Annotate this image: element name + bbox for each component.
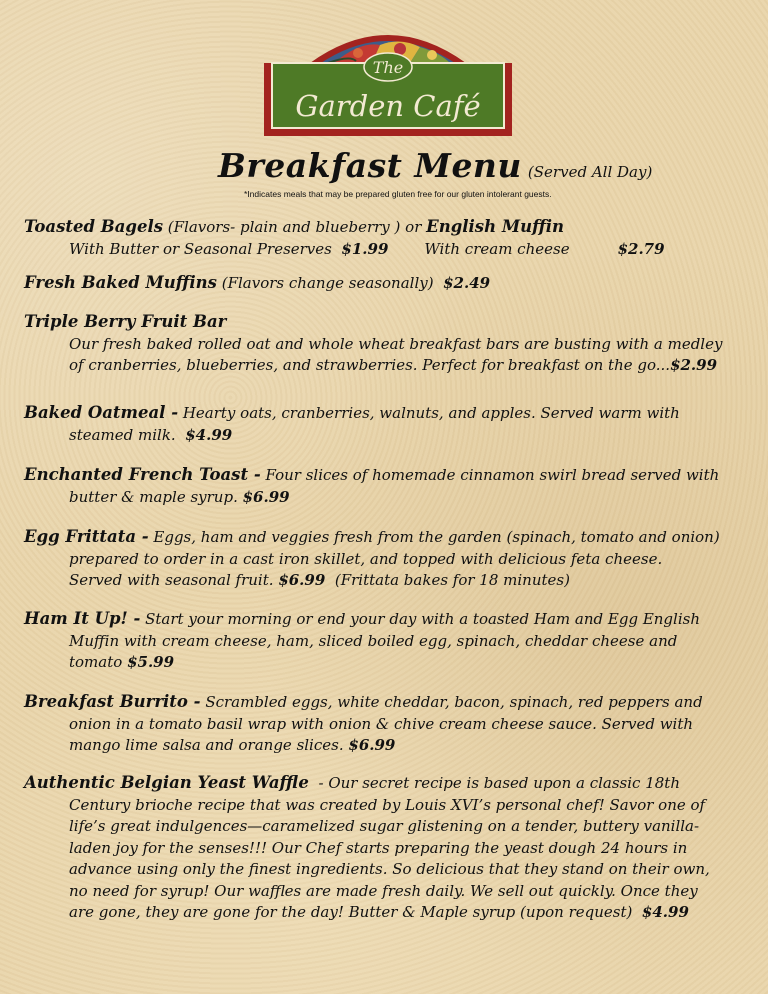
- item-desc: Start your morning or end your day with a toasted Ham and Egg English: [145, 610, 700, 628]
- item-desc: advance using only the finest ingredients. So delicious that they stand on their own,: [69, 860, 710, 878]
- item-alt-name: English Muffin: [426, 217, 565, 236]
- menu-item-burrito: [24, 691, 760, 757]
- item-name: Breakfast Burrito -: [24, 692, 201, 711]
- item-option: With Butter or Seasonal Preserves: [69, 239, 332, 258]
- item-name: Fresh Baked Muffins: [24, 273, 217, 292]
- item-price: $4.99: [185, 425, 233, 444]
- item-desc: laden joy for the senses!!! Our Chef starts preparing the yeast dough 24 hours in: [69, 838, 688, 857]
- menu-title: Breakfast Menu: [218, 146, 522, 185]
- garden-cafe-logo: [260, 15, 516, 138]
- item-price: $6.99: [348, 736, 396, 754]
- item-desc: Eggs, ham and veggies fresh from the garden (spinach, tomato and onion): [153, 528, 720, 546]
- item-desc: (Flavors change seasonally): [221, 274, 434, 292]
- item-desc: tomato: [69, 653, 123, 671]
- item-desc: Scrambled eggs, white cheddar, bacon, spinach, red peppers and: [205, 693, 703, 711]
- item-name: Toasted Bagels: [24, 217, 164, 236]
- item-name: Triple Berry Fruit Bar: [24, 312, 227, 331]
- item-name: Baked Oatmeal -: [24, 403, 179, 422]
- menu-item-waffle: [24, 772, 760, 924]
- item-price: $1.99: [341, 239, 389, 258]
- item-desc: life’s great indulgences—caramelized sugar glistening on a tender, buttery vanilla-: [69, 817, 700, 835]
- menu-item-bagels: [24, 216, 760, 260]
- item-flavors: (Flavors- plain and blueberry ) or: [167, 218, 422, 236]
- item-desc: prepared to order in a cast iron skillet, and topped with delicious feta cheese.: [69, 549, 663, 568]
- item-name: Ham It Up! -: [24, 609, 141, 628]
- item-price: $6.99: [278, 571, 326, 589]
- menu-item-frittata: [24, 526, 760, 592]
- menu-item-oatmeal: [24, 402, 760, 446]
- item-desc: of cranberries, blueberries, and strawberries. Perfect for breakfast on the go...: [69, 356, 671, 374]
- item-price: $5.99: [127, 653, 175, 671]
- item-desc: Hearty oats, cranberries, walnuts, and apples. Served warm with: [182, 404, 680, 422]
- item-desc: Our fresh baked rolled oat and whole wheat breakfast bars are busting with a medley: [69, 334, 723, 353]
- item-price: $4.99: [641, 903, 689, 921]
- item-option: With cream cheese: [424, 239, 570, 258]
- item-name: Egg Frittata -: [24, 527, 149, 546]
- item-desc: Four slices of homemade cinnamon swirl bread served with: [265, 466, 720, 484]
- item-desc: Century brioche recipe that was created by Louis XVI’s personal chef! Savor one of: [69, 795, 706, 814]
- logo-name-text: Garden Café: [295, 89, 481, 123]
- item-desc: steamed milk.: [69, 425, 176, 444]
- page-title: [218, 146, 652, 185]
- item-price: $2.79: [617, 239, 665, 258]
- item-desc: onion in a tomato basil wrap with onion & chive cream cheese sauce. Served with: [69, 714, 694, 733]
- item-name: Authentic Belgian Yeast Waffle: [24, 773, 309, 792]
- item-name: Enchanted French Toast -: [24, 465, 261, 484]
- item-desc: butter & maple syrup.: [69, 487, 238, 506]
- menu-subtitle: (Served All Day): [527, 163, 653, 181]
- item-desc: no need for syrup! Our waffles are made fresh daily. We sell out quickly. Once they: [69, 881, 698, 900]
- item-price: $6.99: [242, 487, 290, 506]
- item-price: $2.49: [443, 274, 491, 292]
- gluten-free-note: *Indicates meals that may be prepared gluten free for our gluten intolerant guests.: [244, 189, 552, 199]
- item-note: (Frittata bakes for 18 minutes): [334, 571, 570, 589]
- item-desc: mango lime salsa and orange slices.: [69, 736, 344, 754]
- item-desc: Served with seasonal fruit.: [69, 571, 274, 589]
- item-price: $2.99: [670, 356, 718, 374]
- menu-item-french-toast: [24, 464, 760, 508]
- menu-item-muffins: [24, 272, 760, 295]
- item-desc: - Our secret recipe is based upon a classic 18th: [318, 774, 680, 792]
- menu-item-fruit-bar: [24, 311, 760, 377]
- item-desc: Muffin with cream cheese, ham, sliced boiled egg, spinach, cheddar cheese and: [69, 631, 678, 650]
- item-desc: are gone, they are gone for the day! Butter & Maple syrup (upon request): [69, 903, 633, 921]
- logo-graphic: [260, 15, 516, 138]
- menu-item-ham-it-up: [24, 608, 760, 674]
- logo-the-text: The: [372, 58, 404, 77]
